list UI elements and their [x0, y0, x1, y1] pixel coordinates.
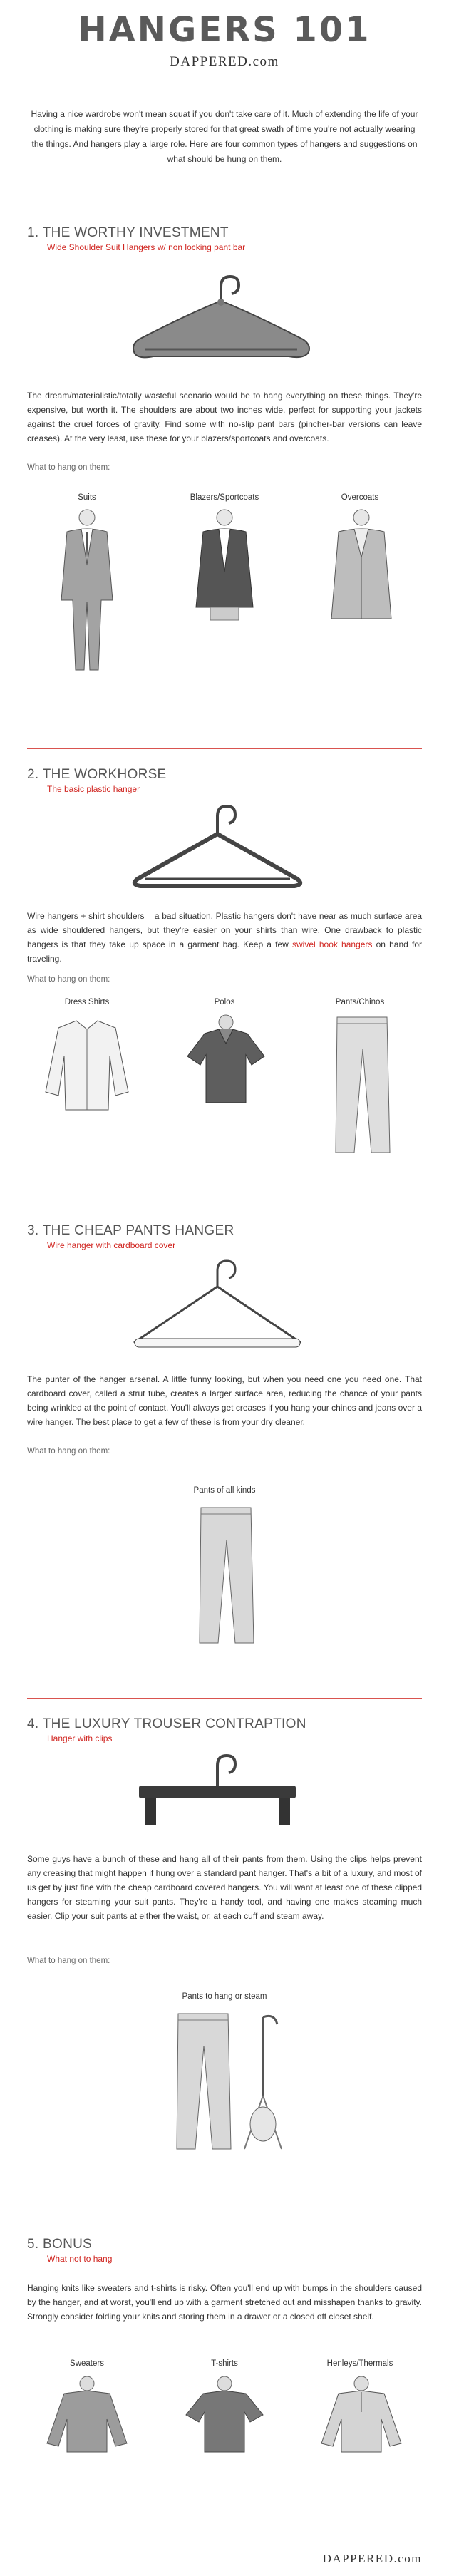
section-3-body: The punter of the hanger arsenal. A little funny looking, but when you need one you need one. That cardboard cover, called a strut tube, creates a larger surface area, reducing the chance of your pants being wrinkled at the point of contact. You'll always get creases if you hang your chinos and jeans over a wire hanger. The best place to get a few of these is from your dry cleaner.	[27, 1374, 422, 1427]
section-5-subtitle: What not to hang	[47, 2254, 113, 2264]
brand-name[interactable]: DAPPERED.com	[170, 54, 279, 69]
plastic-hanger-illustration	[125, 802, 310, 895]
overcoat-illustration	[326, 508, 397, 622]
chinos-illustration	[330, 1014, 394, 1156]
item-label: Overcoats	[341, 493, 379, 502]
what-to-hang-label: What to hang on them:	[27, 975, 110, 984]
section-1-body: The dream/materialistic/totally wasteful scenario would be to hang everything on these things. They're expensive, but worth it. The shoulders are about two inches wide, perfect for supporting your jackets against the cruel forces of gravity. Find some with no-slip pant bars (pincher-bar versions can leave creases). At the very least, use these for your blazers/sportcoats and overcoats.	[27, 391, 422, 443]
item-label: Suits	[78, 493, 96, 502]
cardboard-pant-hanger-illustration	[125, 1258, 310, 1358]
suit-illustration	[51, 508, 123, 671]
what-to-hang-label: What to hang on them:	[27, 1957, 110, 1965]
item-label: Polos	[214, 998, 235, 1006]
section-2-body	[27, 909, 422, 966]
swivel-hook-hangers-link[interactable]: swivel hook hangers	[292, 939, 373, 949]
section-2-subtitle: The basic plastic hanger	[47, 784, 140, 794]
item-label: Pants of all kinds	[193, 1486, 256, 1495]
body-text: on hand for traveling.	[27, 939, 422, 964]
item-label: Pants to hang or steam	[182, 1992, 267, 2001]
sweater-illustration	[44, 2375, 130, 2453]
section-3-subtitle: Wire hanger with cardboard cover	[47, 1240, 176, 1250]
pants-illustration	[194, 1504, 258, 1647]
section-4-subtitle: Hanger with clips	[47, 1733, 113, 1743]
section-2-heading: 2. THE WORKHORSE	[27, 767, 167, 782]
blazer-illustration	[189, 508, 260, 622]
polo-illustration	[183, 1014, 269, 1106]
item-label: Blazers/Sportcoats	[190, 493, 259, 502]
section-4-heading: 4. THE LUXURY TROUSER CONTRAPTION	[27, 1716, 306, 1731]
section-3-heading: 3. THE CHEAP PANTS HANGER	[27, 1223, 234, 1238]
wide-shoulder-hanger-illustration	[125, 271, 317, 371]
page-title: HANGERS 101	[78, 10, 371, 50]
intro-paragraph: Having a nice wardrobe won't mean squat if you don't take care of it. Much of extending the life of your clothing is making sure they're properly stored for that great swath of time you're not actually wearing the things. And hangers play a large role. Here are four common types of hangers and suggestions on what should be hung on them.	[31, 109, 418, 164]
section-5-body: Hanging knits like sweaters and t-shirts is risky. Often you'll end up with bumps in the shoulders caused by the hanger, and at worst, you'll end up with a garment stretched out and misshapen thanks to gravity. Strongly consider folding your knits and storing them in a drawer or a closed off closet shelf.	[27, 2283, 422, 2322]
footer-brand[interactable]: DAPPERED.com	[322, 2552, 422, 2565]
item-label: Pants/Chinos	[335, 998, 385, 1006]
section-1-heading: 1. THE WORTHY INVESTMENT	[27, 225, 229, 240]
item-label: T-shirts	[211, 2359, 238, 2368]
suit-pants-illustration	[171, 2010, 235, 2153]
dress-shirt-illustration	[44, 1014, 130, 1113]
section-1-subtitle: Wide Shoulder Suit Hangers w/ non locking pant bar	[47, 242, 246, 252]
what-to-hang-label: What to hang on them:	[27, 1447, 110, 1456]
body-text: Wire hangers + shirt shoulders = a bad situation. Plastic hangers don't have near as much surface area as wide shouldered hangers, but they're easier on your shirts than wire. One drawback to plastic hangers is that they take up space in a garment bag. Keep a few	[27, 911, 422, 949]
section-divider	[27, 1698, 422, 1699]
section-4-body: Some guys have a bunch of these and hang all of their pants from them. Using the clips helps prevent any creasing that might happen if hung over a standard pant hanger. That's a bit of a luxury, and most of us get by just fine with the cheap cardboard covered hangers. You will want at least one of these clipped hangers for steaming your suit pants. They're a handy tool, and having one makes steaming much easier. Clip your suit pants at either the waist, or, at each cuff and steam away.	[27, 1854, 422, 1921]
clip-hanger-illustration	[125, 1750, 310, 1835]
item-label: Henleys/Thermals	[326, 2359, 393, 2368]
steamer-illustration	[239, 2010, 289, 2153]
item-label: Sweaters	[70, 2359, 104, 2368]
item-label: Dress Shirts	[64, 998, 110, 1006]
what-to-hang-label: What to hang on them:	[27, 463, 110, 472]
t-shirt-illustration	[182, 2375, 267, 2453]
section-divider	[27, 748, 422, 749]
section-5-heading: 5. BONUS	[27, 2237, 93, 2252]
henley-illustration	[319, 2375, 404, 2453]
